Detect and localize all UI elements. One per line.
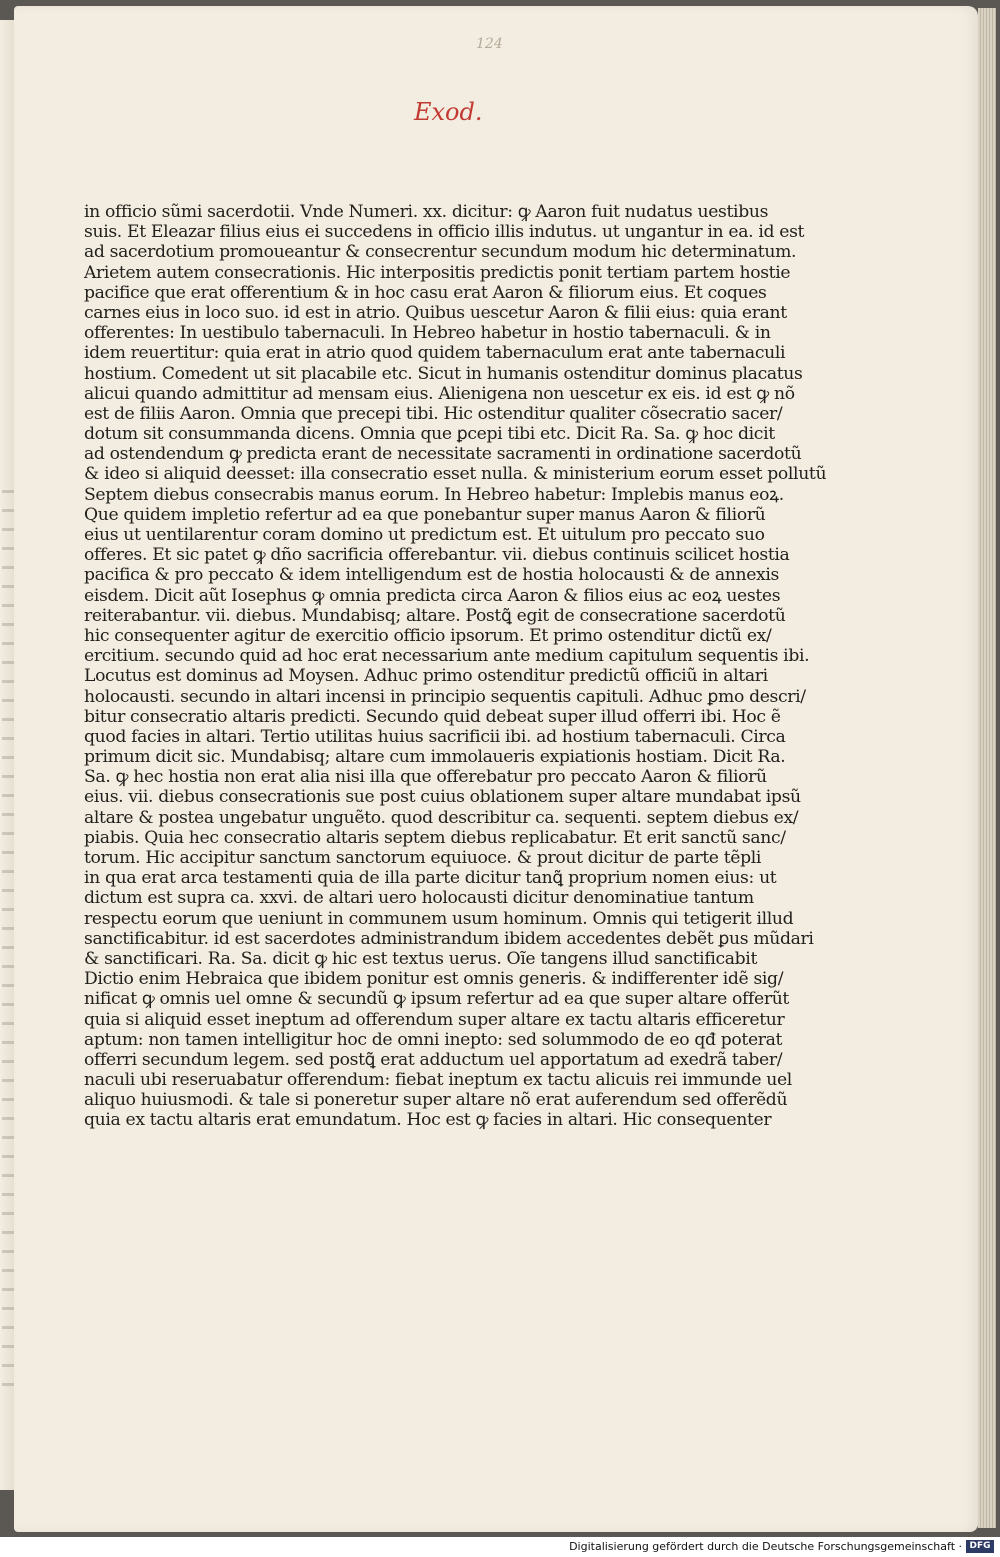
text-line: & sanctificari. Ra. Sa. dicit ꝙ hic est textus uerus. Oĩe tangens illud sanctificabit bbox=[84, 948, 758, 969]
text-line: Dictio enim Hebraica que ibidem ponitur est omnis generis. & indifferenter idẽ sig/ bbox=[84, 969, 784, 990]
text-line: primum dicit sic. Mundabisq; altare cum immolaueris expiationis hostiam. Dicit Ra. bbox=[84, 747, 786, 768]
text-line: ercitium. secundo quid ad hoc erat necessarium ante medium capitulum sequentis ibi. bbox=[84, 646, 810, 667]
text-line: Septem diebus consecrabis manus eorum. In Hebreo habetur: Implebis manus eoꝝ. bbox=[84, 484, 784, 505]
dfg-logo: DFG bbox=[966, 1540, 994, 1553]
text-line: altare & postea ungebatur unguẽto. quod describitur ca. sequenti. septem diebus ex/ bbox=[84, 807, 799, 828]
text-line: eisdem. Dicit aũt Iosephus ꝙ omnia predicta circa Aaron & filios eius ac eoꝝ uestes bbox=[84, 585, 781, 606]
text-line: offerentes: In uestibulo tabernaculi. In Hebreo habetur in hostio tabernaculi. & in bbox=[84, 323, 771, 344]
text-line: reiterabantur. vii. diebus. Mundabisq; altare. Postꝗ̃ egit de consecratione sacerdotũ bbox=[84, 605, 786, 626]
text-line: torum. Hic accipitur sanctum sanctorum equiuoce. & prout dicitur de parte tẽpli bbox=[84, 848, 762, 868]
text-line: aliquo huiusmodi. & tale si poneretur super altare nõ erat auferendum sed offerẽdũ bbox=[84, 1090, 788, 1111]
text-line: idem reuertitur: quia erat in atrio quod quidem tabernaculum erat ante tabernaculi bbox=[84, 343, 786, 364]
text-block bbox=[84, 202, 827, 1131]
text-line: pacifice que erat offerentium & in hoc casu erat Aaron & filiorum eius. Et coques bbox=[84, 282, 767, 303]
text-line: piabis. Quia hec consecratio altaris septem diebus replicabatur. Et erit sanctũ sanc/ bbox=[84, 827, 786, 848]
text-line: sanctificabitur. id est sacerdotes administrandum ibidem accedentes debẽt ꝑus mũdari bbox=[84, 928, 814, 949]
text-line: ad sacerdotium promoueantur & consecrentur secundum modum hic determinatum. bbox=[84, 242, 797, 263]
text-line: hostium. Comedent ut sit placabile etc. Sicut in humanis ostenditur dominus placatus bbox=[84, 363, 803, 384]
folio-number: 124 bbox=[476, 36, 503, 52]
footer-bar bbox=[0, 1537, 1000, 1557]
footer-credit: Digitalisierung gefördert durch die Deutsche Forschungsgemeinschaft · bbox=[569, 1540, 962, 1553]
text-line: respectu eorum que ueniunt in communem usum hominum. Omnis qui tetigerit illud bbox=[84, 908, 794, 929]
text-line: quia ex tactu altaris erat emundatum. Hoc est ꝙ facies in altari. Hic consequenter bbox=[84, 1110, 772, 1131]
text-line: nificat ꝙ omnis uel omne & secundũ ꝙ ipsum refertur ad ea que super altare offerũt bbox=[84, 989, 789, 1010]
text-line: eius ut uentilarentur coram domino ut predictum est. Et uitulum pro peccato suo bbox=[84, 525, 765, 545]
text-line: naculi ubi reseruabatur offerendum: fiebat ineptum ex tactu alicuis rei immunde uel bbox=[84, 1070, 792, 1091]
text-line: bitur consecratio altaris predicti. Secundo quid debeat super illud offerri ibi. Hoc ẽ bbox=[84, 706, 781, 727]
text-line: ad ostendendum ꝙ predicta erant de necessitate sacramenti in ordinatione sacerdotũ bbox=[84, 444, 802, 465]
text-line: carnes eius in loco suo. id est in atrio. Quibus uescetur Aaron & filii eius: quia erant bbox=[84, 302, 787, 323]
text-line: pacifica & pro peccato & idem intelligendum est de hostia holocausti & de annexis bbox=[84, 565, 780, 586]
text-line: quod facies in altari. Tertio utilitas huius sacrificii ibi. ad hostium tabernaculi. Circa bbox=[84, 726, 786, 747]
text-line: in officio sũmi sacerdotii. Vnde Numeri. xx. dicitur: ꝙ Aaron fuit nudatus uestibus bbox=[84, 202, 769, 222]
text-line: est de filiis Aaron. Omnia que precepi tibi. Hic ostenditur qualiter cõsecratio sacer/ bbox=[84, 403, 783, 424]
text-line: offerri secundum legem. sed postꝗ̃ erat adductum uel apportatum ad exedrã taber/ bbox=[84, 1049, 783, 1070]
text-line: & ideo si aliquid deesset: illa consecratio esset nulla. & ministerium eorum esset pollutũ bbox=[84, 464, 827, 485]
text-line: aptum: non tamen intelligitur hoc de omni inepto: sed solummodo de eo qđ poterat bbox=[84, 1029, 783, 1050]
text-line: dotum sit consummanda dicens. Omnia que ꝑcepi tibi etc. Dicit Ra. Sa. ꝙ hoc dicit bbox=[84, 424, 775, 445]
text-line: alicui quando admittitur ad mensam eius. Alienigena non uescetur ex eis. id est ꝙ nõ bbox=[84, 383, 795, 404]
text-line: Locutus est dominus ad Moysen. Adhuc primo ostenditur predictũ officiũ in altari bbox=[84, 666, 768, 687]
text-line: in qua erat arca testamenti quia de illa parte dicitur tanꝗ̃ proprium nomen eius: ut bbox=[84, 868, 777, 889]
text-line: Que quidem impletio refertur ad ea que ponebantur super manus Aaron & filiorũ bbox=[84, 504, 766, 525]
text-line: eius. vii. diebus consecrationis sue post cuius oblationem super altare mundabat ipsũ bbox=[84, 787, 801, 808]
running-head: Exod. bbox=[414, 98, 483, 126]
text-line: holocausti. secundo in altari incensi in principio sequentis capituli. Adhuc ꝑmo descri/ bbox=[84, 686, 806, 707]
page-stack-edge bbox=[978, 8, 996, 1528]
text-line: Sa. ꝙ hec hostia non erat alia nisi illa que offerebatur pro peccato Aaron & filiorũ bbox=[84, 767, 767, 788]
text-line: Arietem autem consecrationis. Hic interpositis predictis ponit tertiam partem hostie bbox=[84, 262, 791, 283]
text-line: hic consequenter agitur de exercitio officio ipsorum. Et primo ostenditur dictũ ex/ bbox=[84, 625, 772, 646]
text-line: offeres. Et sic patet ꝙ dño sacrificia offerebantur. vii. diebus continuis scilicet hostia bbox=[84, 545, 790, 566]
book-page bbox=[14, 6, 978, 1532]
text-line: quia si aliquid esset ineptum ad offerendum super altare ex tactu altaris efficeretur bbox=[84, 1009, 785, 1030]
text-line: suis. Et Eleazar filius eius ei succedens in officio illis indutus. ut ungantur in ea. id est bbox=[84, 222, 805, 243]
text-line: dictum est supra ca. xxvi. de altari uero holocausti dicitur denominatiue tantum bbox=[84, 888, 754, 909]
